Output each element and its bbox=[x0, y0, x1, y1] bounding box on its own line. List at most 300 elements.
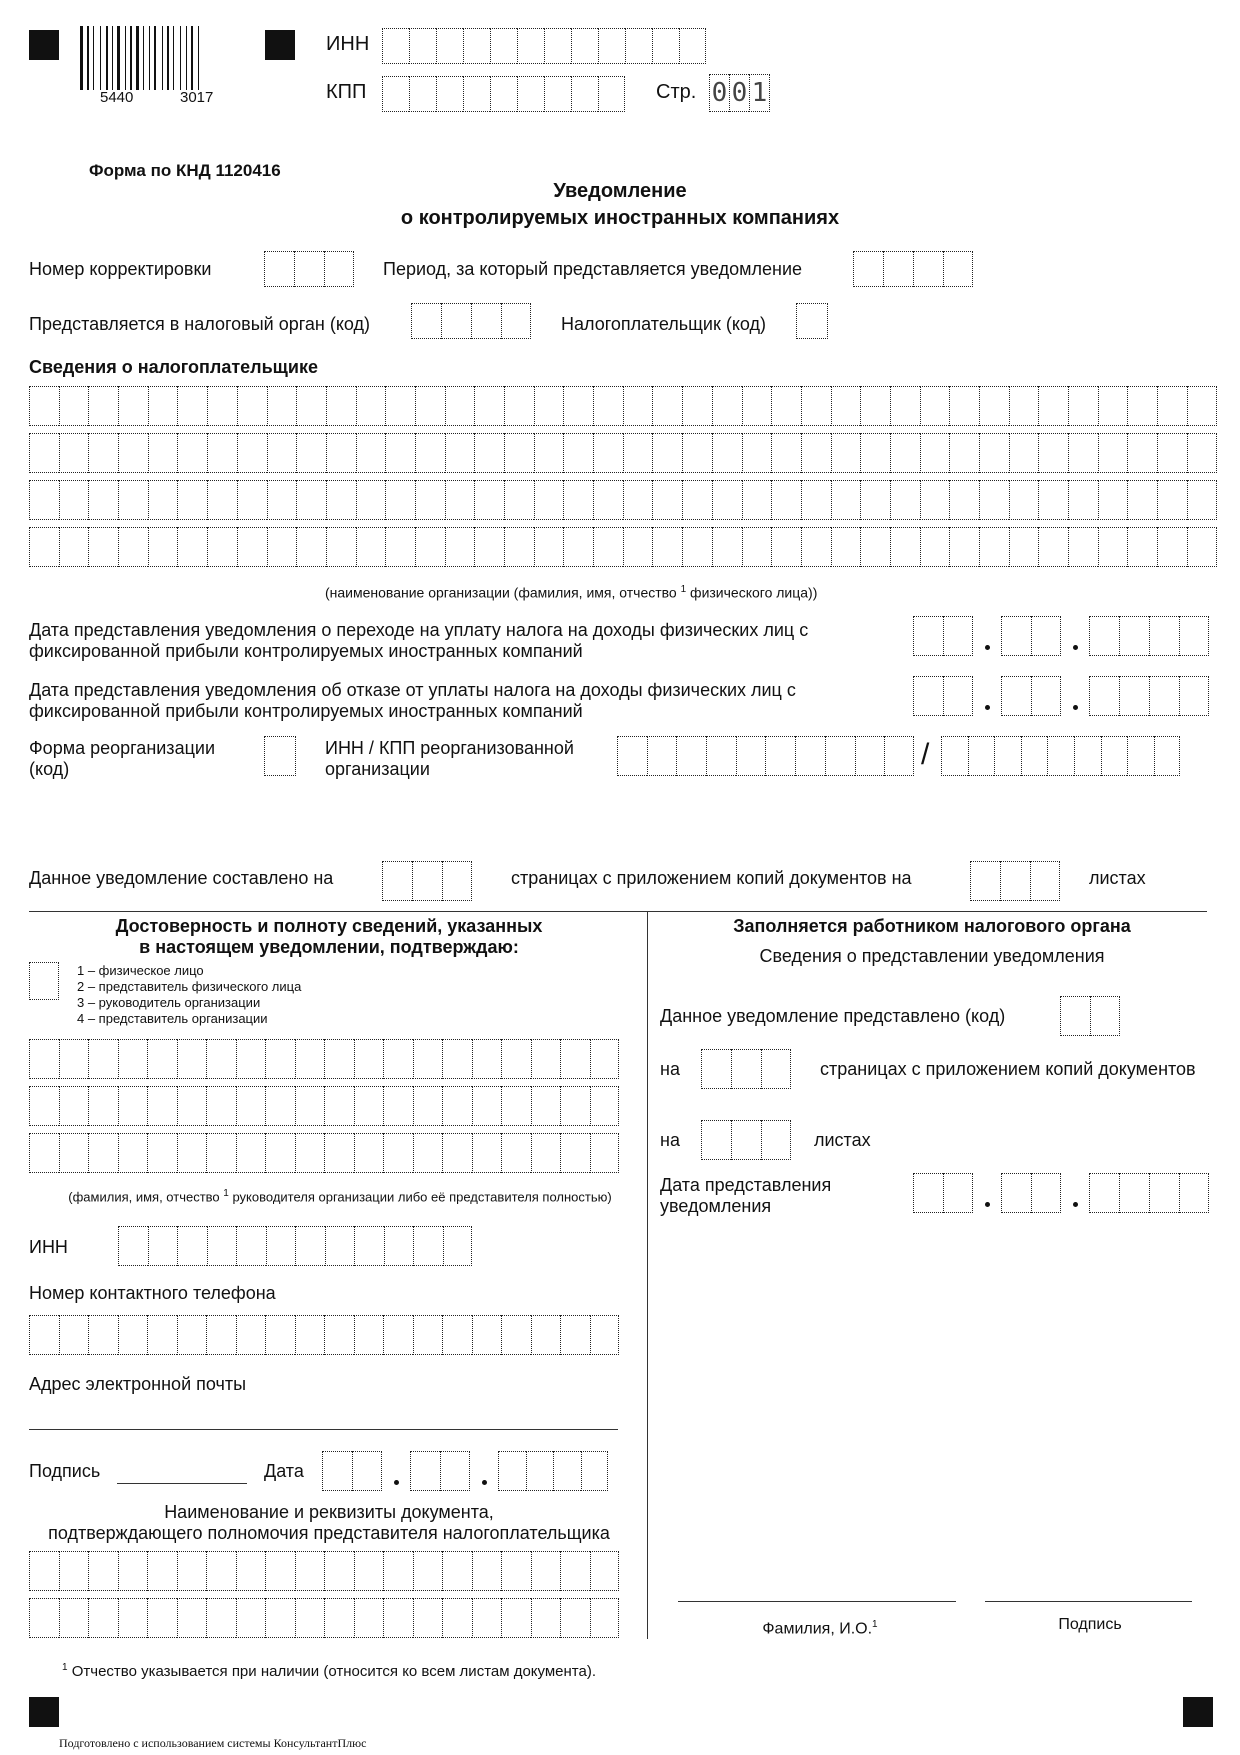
input-cell[interactable] bbox=[920, 527, 950, 567]
input-cell[interactable] bbox=[1179, 1173, 1209, 1213]
input-cell[interactable] bbox=[29, 527, 59, 567]
input-cell[interactable] bbox=[979, 480, 1009, 520]
input-cell[interactable] bbox=[531, 1551, 561, 1591]
input-cell[interactable] bbox=[147, 1133, 177, 1173]
reorg-form-cells[interactable] bbox=[264, 736, 296, 776]
input-cell[interactable] bbox=[59, 1039, 89, 1079]
phone-cells[interactable] bbox=[29, 1315, 619, 1355]
refusal-date-year[interactable] bbox=[1089, 676, 1209, 716]
input-cell[interactable] bbox=[1060, 996, 1090, 1036]
input-cell[interactable] bbox=[617, 736, 647, 776]
input-cell[interactable] bbox=[474, 433, 504, 473]
input-cell[interactable] bbox=[534, 386, 564, 426]
doc-row-1[interactable] bbox=[29, 1551, 619, 1591]
input-cell[interactable] bbox=[712, 480, 742, 520]
input-cell[interactable] bbox=[207, 527, 237, 567]
input-cell[interactable] bbox=[206, 1551, 236, 1591]
input-cell[interactable] bbox=[598, 76, 625, 112]
input-cell[interactable] bbox=[382, 76, 409, 112]
input-cell[interactable] bbox=[236, 1315, 266, 1355]
input-cell[interactable] bbox=[571, 28, 598, 64]
input-cell[interactable] bbox=[356, 527, 386, 567]
input-cell[interactable] bbox=[1119, 616, 1149, 656]
input-cell[interactable] bbox=[1074, 736, 1101, 776]
refusal-date-day[interactable] bbox=[913, 676, 973, 716]
input-cell[interactable] bbox=[383, 1315, 413, 1355]
input-cell[interactable] bbox=[147, 1315, 177, 1355]
input-cell[interactable] bbox=[356, 386, 386, 426]
input-cell[interactable] bbox=[207, 386, 237, 426]
input-cell[interactable] bbox=[801, 527, 831, 567]
input-cell[interactable] bbox=[264, 251, 294, 287]
input-cell[interactable] bbox=[1098, 386, 1128, 426]
period-cells[interactable] bbox=[853, 251, 973, 287]
input-cell[interactable] bbox=[801, 480, 831, 520]
input-cell[interactable] bbox=[517, 76, 544, 112]
input-cell[interactable] bbox=[88, 480, 118, 520]
input-cell[interactable] bbox=[352, 1451, 382, 1491]
input-cell[interactable] bbox=[382, 861, 412, 901]
input-cell[interactable] bbox=[517, 28, 544, 64]
input-cell[interactable] bbox=[581, 1451, 609, 1491]
signer-fio-row-2[interactable] bbox=[29, 1086, 619, 1126]
input-cell[interactable] bbox=[59, 1598, 89, 1638]
input-cell[interactable] bbox=[206, 1086, 236, 1126]
input-cell[interactable] bbox=[445, 527, 475, 567]
input-cell[interactable] bbox=[88, 1133, 118, 1173]
input-cell[interactable] bbox=[207, 480, 237, 520]
input-cell[interactable] bbox=[855, 736, 885, 776]
input-cell[interactable] bbox=[324, 251, 354, 287]
input-cell[interactable] bbox=[118, 480, 148, 520]
input-cell[interactable] bbox=[1187, 480, 1217, 520]
input-cell[interactable] bbox=[943, 251, 973, 287]
input-cell[interactable] bbox=[415, 527, 445, 567]
input-cell[interactable] bbox=[265, 1086, 295, 1126]
input-cell[interactable] bbox=[504, 386, 534, 426]
input-cell[interactable] bbox=[1157, 386, 1187, 426]
input-cell[interactable] bbox=[118, 1226, 148, 1266]
input-cell[interactable] bbox=[1068, 527, 1098, 567]
input-cell[interactable] bbox=[59, 433, 89, 473]
input-cell[interactable] bbox=[652, 527, 682, 567]
sign-date-month[interactable] bbox=[410, 1451, 470, 1491]
input-cell[interactable] bbox=[1149, 1173, 1179, 1213]
input-cell[interactable] bbox=[560, 1315, 590, 1355]
input-cell[interactable] bbox=[501, 1551, 531, 1591]
input-cell[interactable] bbox=[1038, 527, 1068, 567]
officer-signature-line[interactable] bbox=[985, 1601, 1192, 1602]
input-cell[interactable] bbox=[474, 386, 504, 426]
input-cell[interactable] bbox=[1009, 527, 1039, 567]
input-cell[interactable] bbox=[1157, 433, 1187, 473]
input-cell[interactable] bbox=[501, 1598, 531, 1638]
input-cell[interactable] bbox=[29, 1086, 59, 1126]
input-cell[interactable] bbox=[531, 1315, 561, 1355]
input-cell[interactable] bbox=[943, 1173, 973, 1213]
input-cell[interactable] bbox=[88, 527, 118, 567]
input-cell[interactable] bbox=[979, 386, 1009, 426]
input-cell[interactable] bbox=[265, 1598, 295, 1638]
input-cell[interactable] bbox=[593, 433, 623, 473]
composed-pages-cells[interactable] bbox=[382, 861, 472, 901]
input-cell[interactable] bbox=[501, 303, 531, 339]
input-cell[interactable] bbox=[88, 1315, 118, 1355]
input-cell[interactable] bbox=[265, 1133, 295, 1173]
input-cell[interactable] bbox=[771, 480, 801, 520]
input-cell[interactable] bbox=[442, 1315, 472, 1355]
input-cell[interactable] bbox=[237, 386, 267, 426]
input-cell[interactable] bbox=[1127, 736, 1154, 776]
input-cell[interactable] bbox=[501, 1315, 531, 1355]
input-cell[interactable] bbox=[526, 1451, 554, 1491]
input-cell[interactable] bbox=[266, 1226, 296, 1266]
input-cell[interactable] bbox=[970, 861, 1000, 901]
input-cell[interactable] bbox=[501, 1039, 531, 1079]
input-cell[interactable] bbox=[623, 433, 653, 473]
input-cell[interactable] bbox=[118, 386, 148, 426]
input-cell[interactable] bbox=[147, 1551, 177, 1591]
input-cell[interactable] bbox=[1038, 433, 1068, 473]
input-cell[interactable] bbox=[88, 1086, 118, 1126]
input-cell[interactable] bbox=[563, 527, 593, 567]
input-cell[interactable] bbox=[920, 433, 950, 473]
officer-date-year[interactable] bbox=[1089, 1173, 1209, 1213]
input-cell[interactable] bbox=[1098, 527, 1128, 567]
input-cell[interactable] bbox=[384, 1226, 414, 1266]
input-cell[interactable] bbox=[1001, 616, 1031, 656]
input-cell[interactable] bbox=[490, 28, 517, 64]
input-cell[interactable] bbox=[206, 1598, 236, 1638]
refusal-date-month[interactable] bbox=[1001, 676, 1061, 716]
input-cell[interactable] bbox=[761, 1049, 791, 1089]
input-cell[interactable] bbox=[265, 1551, 295, 1591]
input-cell[interactable] bbox=[590, 1598, 620, 1638]
input-cell[interactable] bbox=[1119, 1173, 1149, 1213]
input-cell[interactable] bbox=[29, 433, 59, 473]
input-cell[interactable] bbox=[701, 1120, 731, 1160]
confirm-type-cell[interactable] bbox=[29, 962, 59, 1000]
input-cell[interactable] bbox=[1127, 433, 1157, 473]
input-cell[interactable] bbox=[771, 433, 801, 473]
input-cell[interactable] bbox=[560, 1133, 590, 1173]
input-cell[interactable] bbox=[236, 1598, 266, 1638]
input-cell[interactable] bbox=[148, 433, 178, 473]
input-cell[interactable] bbox=[442, 1598, 472, 1638]
input-cell[interactable] bbox=[413, 1598, 443, 1638]
input-cell[interactable] bbox=[445, 480, 475, 520]
input-cell[interactable] bbox=[472, 1039, 502, 1079]
input-cell[interactable] bbox=[534, 527, 564, 567]
input-cell[interactable] bbox=[354, 1315, 384, 1355]
input-cell[interactable] bbox=[415, 433, 445, 473]
input-cell[interactable] bbox=[1179, 676, 1209, 716]
input-cell[interactable] bbox=[118, 1133, 148, 1173]
input-cell[interactable] bbox=[1000, 861, 1030, 901]
input-cell[interactable] bbox=[385, 480, 415, 520]
input-cell[interactable] bbox=[679, 28, 706, 64]
input-cell[interactable] bbox=[440, 1451, 470, 1491]
input-cell[interactable] bbox=[295, 1133, 325, 1173]
input-cell[interactable] bbox=[563, 386, 593, 426]
input-cell[interactable] bbox=[590, 1551, 620, 1591]
input-cell[interactable] bbox=[326, 386, 356, 426]
input-cell[interactable] bbox=[504, 433, 534, 473]
input-cell[interactable] bbox=[831, 433, 861, 473]
input-cell[interactable] bbox=[531, 1086, 561, 1126]
input-cell[interactable] bbox=[177, 1039, 207, 1079]
input-cell[interactable] bbox=[1031, 676, 1061, 716]
header-inn-cells[interactable] bbox=[382, 28, 706, 64]
input-cell[interactable] bbox=[1089, 1173, 1119, 1213]
input-cell[interactable] bbox=[237, 480, 267, 520]
input-cell[interactable] bbox=[410, 1451, 440, 1491]
input-cell[interactable] bbox=[295, 1551, 325, 1591]
input-cell[interactable] bbox=[1068, 480, 1098, 520]
input-cell[interactable] bbox=[949, 480, 979, 520]
officer-fio-line[interactable] bbox=[678, 1601, 956, 1602]
sign-date-year[interactable] bbox=[498, 1451, 608, 1491]
input-cell[interactable] bbox=[504, 527, 534, 567]
input-cell[interactable] bbox=[296, 480, 326, 520]
input-cell[interactable] bbox=[177, 1598, 207, 1638]
input-cell[interactable] bbox=[324, 1039, 354, 1079]
input-cell[interactable] bbox=[445, 433, 475, 473]
input-cell[interactable] bbox=[206, 1039, 236, 1079]
input-cell[interactable] bbox=[413, 1039, 443, 1079]
input-cell[interactable] bbox=[412, 861, 442, 901]
input-cell[interactable] bbox=[326, 433, 356, 473]
input-cell[interactable] bbox=[413, 1133, 443, 1173]
header-kpp-cells[interactable] bbox=[382, 76, 625, 112]
input-cell[interactable] bbox=[324, 1086, 354, 1126]
input-cell[interactable] bbox=[1101, 736, 1128, 776]
input-cell[interactable] bbox=[1149, 616, 1179, 656]
input-cell[interactable] bbox=[295, 1315, 325, 1355]
composed-sheets-cells[interactable] bbox=[970, 861, 1060, 901]
input-cell[interactable] bbox=[1009, 386, 1039, 426]
input-cell[interactable] bbox=[88, 433, 118, 473]
input-cell[interactable] bbox=[1038, 386, 1068, 426]
input-cell[interactable] bbox=[1031, 1173, 1061, 1213]
input-cell[interactable] bbox=[742, 433, 772, 473]
input-cell[interactable] bbox=[463, 76, 490, 112]
input-cell[interactable] bbox=[1068, 433, 1098, 473]
signer-fio-row-3[interactable] bbox=[29, 1133, 619, 1173]
input-cell[interactable] bbox=[177, 1551, 207, 1591]
input-cell[interactable] bbox=[949, 527, 979, 567]
input-cell[interactable] bbox=[1068, 386, 1098, 426]
input-cell[interactable] bbox=[712, 386, 742, 426]
input-cell[interactable] bbox=[890, 527, 920, 567]
input-cell[interactable] bbox=[1127, 386, 1157, 426]
input-cell[interactable] bbox=[1157, 480, 1187, 520]
input-cell[interactable] bbox=[1089, 616, 1119, 656]
input-cell[interactable] bbox=[267, 480, 297, 520]
input-cell[interactable] bbox=[771, 386, 801, 426]
input-cell[interactable] bbox=[29, 1315, 59, 1355]
input-cell[interactable] bbox=[383, 1133, 413, 1173]
input-cell[interactable] bbox=[1157, 527, 1187, 567]
input-cell[interactable] bbox=[442, 1039, 472, 1079]
input-cell[interactable] bbox=[1038, 480, 1068, 520]
input-cell[interactable] bbox=[742, 386, 772, 426]
input-cell[interactable] bbox=[652, 433, 682, 473]
input-cell[interactable] bbox=[474, 480, 504, 520]
input-cell[interactable] bbox=[207, 1226, 237, 1266]
input-cell[interactable] bbox=[1187, 433, 1217, 473]
input-cell[interactable] bbox=[415, 480, 445, 520]
officer-sheets-cells[interactable] bbox=[701, 1120, 791, 1160]
sign-date-day[interactable] bbox=[322, 1451, 382, 1491]
input-cell[interactable] bbox=[148, 480, 178, 520]
input-cell[interactable] bbox=[382, 28, 409, 64]
input-cell[interactable] bbox=[560, 1086, 590, 1126]
input-cell[interactable] bbox=[593, 527, 623, 567]
input-cell[interactable] bbox=[1127, 527, 1157, 567]
input-cell[interactable] bbox=[490, 76, 517, 112]
input-cell[interactable] bbox=[1187, 386, 1217, 426]
input-cell[interactable] bbox=[1009, 480, 1039, 520]
input-cell[interactable] bbox=[765, 736, 795, 776]
input-cell[interactable] bbox=[571, 76, 598, 112]
input-cell[interactable] bbox=[118, 433, 148, 473]
signature-line[interactable] bbox=[117, 1483, 247, 1484]
input-cell[interactable] bbox=[796, 303, 828, 339]
input-cell[interactable] bbox=[625, 28, 652, 64]
correction-cells[interactable] bbox=[264, 251, 354, 287]
input-cell[interactable] bbox=[236, 1226, 266, 1266]
input-cell[interactable] bbox=[623, 480, 653, 520]
input-cell[interactable] bbox=[442, 861, 472, 901]
officer-date-month[interactable] bbox=[1001, 1173, 1061, 1213]
input-cell[interactable] bbox=[831, 480, 861, 520]
input-cell[interactable] bbox=[177, 1133, 207, 1173]
input-cell[interactable] bbox=[385, 386, 415, 426]
taxpayer-code-cells[interactable] bbox=[796, 303, 828, 339]
input-cell[interactable] bbox=[177, 1086, 207, 1126]
input-cell[interactable] bbox=[949, 433, 979, 473]
input-cell[interactable] bbox=[177, 1315, 207, 1355]
input-cell[interactable] bbox=[890, 480, 920, 520]
input-cell[interactable] bbox=[920, 480, 950, 520]
input-cell[interactable] bbox=[413, 1086, 443, 1126]
input-cell[interactable] bbox=[979, 433, 1009, 473]
input-cell[interactable] bbox=[148, 527, 178, 567]
input-cell[interactable] bbox=[295, 1086, 325, 1126]
input-cell[interactable] bbox=[264, 736, 296, 776]
input-cell[interactable] bbox=[501, 1133, 531, 1173]
input-cell[interactable] bbox=[883, 251, 913, 287]
input-cell[interactable] bbox=[385, 527, 415, 567]
input-cell[interactable] bbox=[29, 1598, 59, 1638]
input-cell[interactable] bbox=[943, 616, 973, 656]
input-cell[interactable] bbox=[326, 527, 356, 567]
input-cell[interactable] bbox=[1098, 480, 1128, 520]
input-cell[interactable] bbox=[795, 736, 825, 776]
taxpayer-name-row-4[interactable] bbox=[29, 527, 1217, 567]
input-cell[interactable] bbox=[436, 28, 463, 64]
input-cell[interactable] bbox=[236, 1133, 266, 1173]
input-cell[interactable] bbox=[534, 433, 564, 473]
input-cell[interactable] bbox=[941, 736, 968, 776]
input-cell[interactable] bbox=[147, 1039, 177, 1079]
input-cell[interactable] bbox=[860, 480, 890, 520]
input-cell[interactable] bbox=[652, 28, 679, 64]
input-cell[interactable] bbox=[623, 386, 653, 426]
input-cell[interactable] bbox=[294, 251, 324, 287]
input-cell[interactable] bbox=[59, 1315, 89, 1355]
input-cell[interactable] bbox=[474, 527, 504, 567]
input-cell[interactable] bbox=[593, 480, 623, 520]
input-cell[interactable] bbox=[236, 1039, 266, 1079]
input-cell[interactable] bbox=[825, 736, 855, 776]
input-cell[interactable] bbox=[1001, 676, 1031, 716]
input-cell[interactable] bbox=[295, 1226, 325, 1266]
input-cell[interactable] bbox=[411, 303, 441, 339]
input-cell[interactable] bbox=[59, 480, 89, 520]
input-cell[interactable] bbox=[544, 76, 571, 112]
input-cell[interactable] bbox=[1030, 861, 1060, 901]
input-cell[interactable] bbox=[501, 1086, 531, 1126]
input-cell[interactable] bbox=[1001, 1173, 1031, 1213]
input-cell[interactable] bbox=[296, 527, 326, 567]
input-cell[interactable] bbox=[994, 736, 1021, 776]
input-cell[interactable] bbox=[356, 433, 386, 473]
input-cell[interactable] bbox=[354, 1551, 384, 1591]
input-cell[interactable] bbox=[324, 1133, 354, 1173]
input-cell[interactable] bbox=[831, 386, 861, 426]
input-cell[interactable] bbox=[1009, 433, 1039, 473]
input-cell[interactable] bbox=[59, 527, 89, 567]
input-cell[interactable] bbox=[265, 1039, 295, 1079]
input-cell[interactable] bbox=[949, 386, 979, 426]
input-cell[interactable] bbox=[472, 1086, 502, 1126]
input-cell[interactable] bbox=[29, 1133, 59, 1173]
input-cell[interactable] bbox=[1021, 736, 1048, 776]
tax-authority-cells[interactable] bbox=[411, 303, 531, 339]
input-cell[interactable] bbox=[590, 1039, 620, 1079]
input-cell[interactable] bbox=[706, 736, 736, 776]
reorg-kpp-cells[interactable] bbox=[941, 736, 1180, 776]
input-cell[interactable] bbox=[59, 1086, 89, 1126]
input-cell[interactable] bbox=[267, 386, 297, 426]
input-cell[interactable] bbox=[324, 1315, 354, 1355]
input-cell[interactable] bbox=[682, 480, 712, 520]
input-cell[interactable] bbox=[326, 480, 356, 520]
input-cell[interactable] bbox=[531, 1598, 561, 1638]
input-cell[interactable] bbox=[324, 1598, 354, 1638]
input-cell[interactable] bbox=[383, 1598, 413, 1638]
input-cell[interactable] bbox=[324, 1551, 354, 1591]
input-cell[interactable] bbox=[890, 433, 920, 473]
input-cell[interactable] bbox=[118, 1598, 148, 1638]
officer-pages-cells[interactable] bbox=[701, 1049, 791, 1089]
input-cell[interactable] bbox=[177, 527, 207, 567]
input-cell[interactable] bbox=[553, 1451, 581, 1491]
input-cell[interactable] bbox=[413, 1226, 443, 1266]
input-cell[interactable] bbox=[1187, 527, 1217, 567]
input-cell[interactable] bbox=[890, 386, 920, 426]
input-cell[interactable] bbox=[236, 1086, 266, 1126]
input-cell[interactable] bbox=[118, 1039, 148, 1079]
input-cell[interactable] bbox=[1149, 676, 1179, 716]
input-cell[interactable] bbox=[147, 1086, 177, 1126]
input-cell[interactable] bbox=[88, 1551, 118, 1591]
input-cell[interactable] bbox=[979, 527, 1009, 567]
input-cell[interactable] bbox=[385, 433, 415, 473]
input-cell[interactable] bbox=[1098, 433, 1128, 473]
